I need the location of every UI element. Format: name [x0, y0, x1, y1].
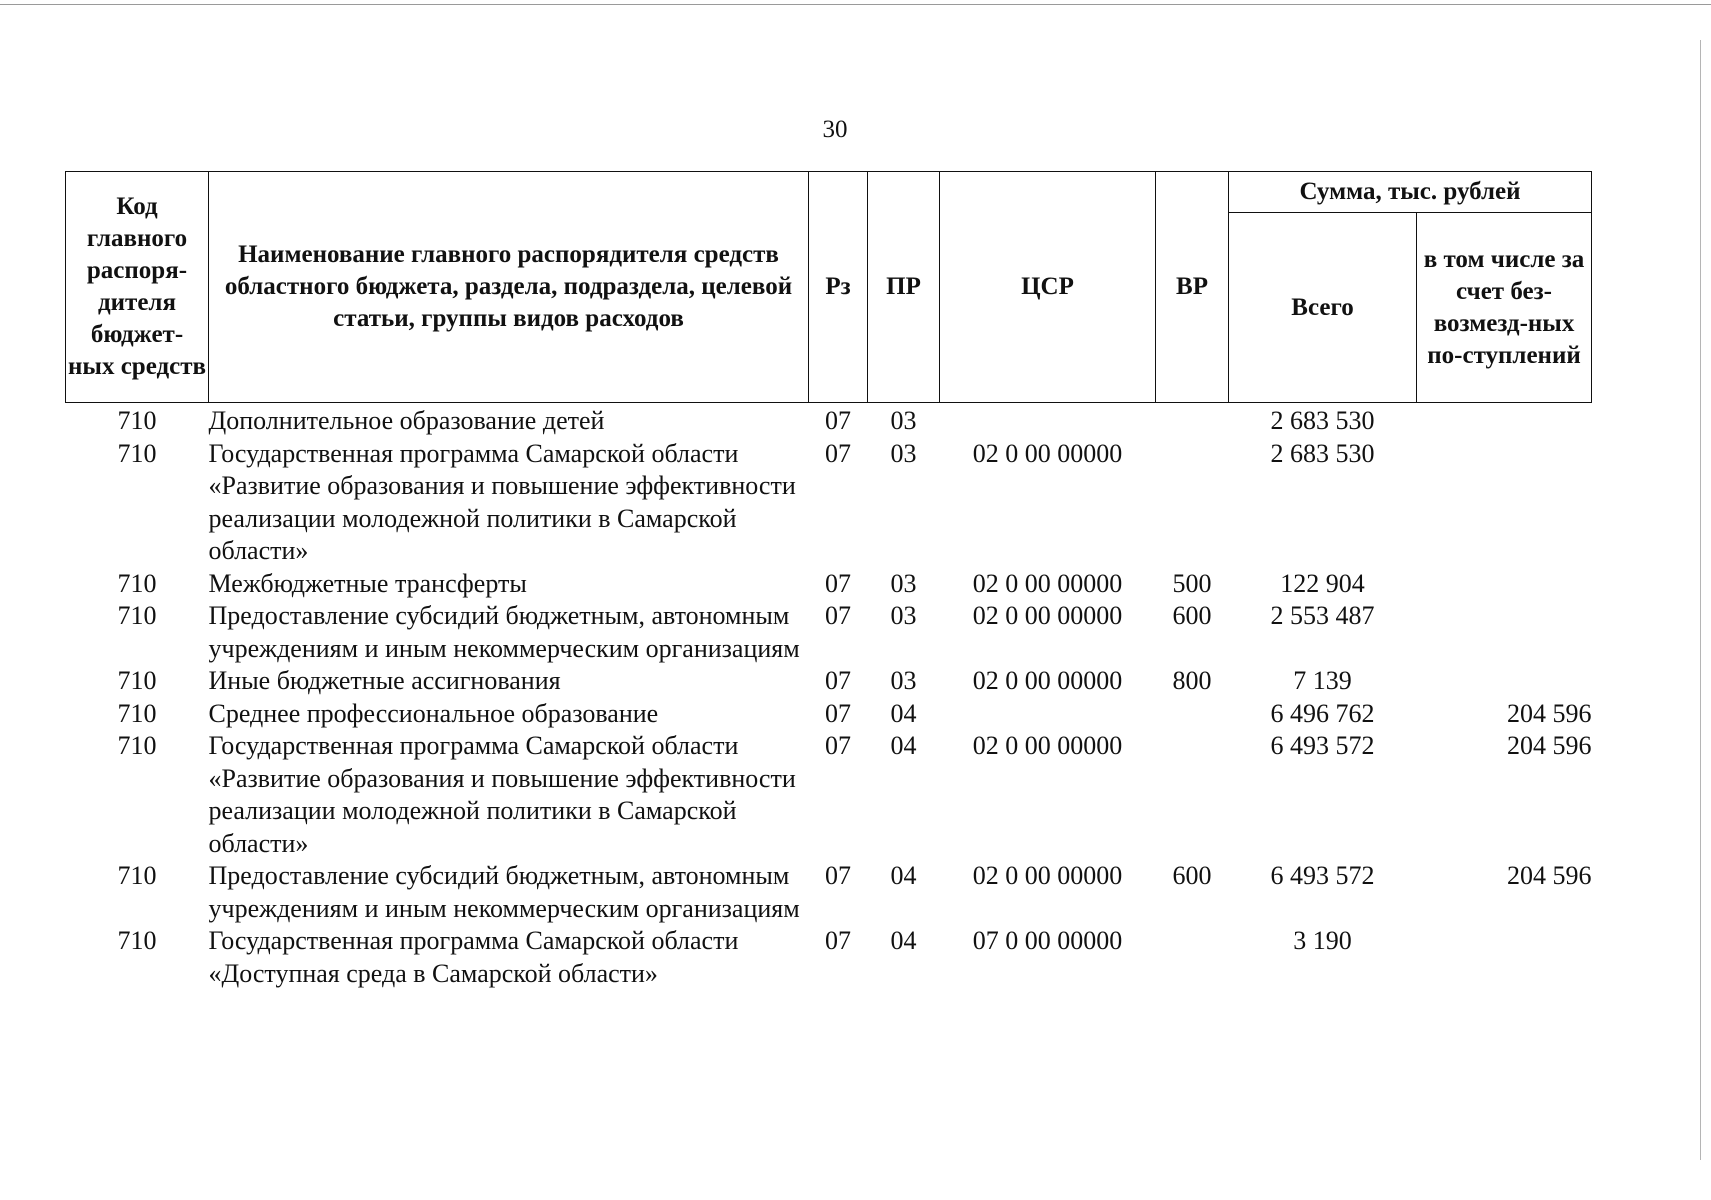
cell-vr: 500: [1172, 568, 1212, 598]
page-number: 30: [822, 116, 848, 143]
header-rz: Рз: [809, 172, 868, 403]
cell-name: Межбюджетные трансферты: [208, 568, 527, 598]
cell-rz: 07: [825, 568, 851, 598]
cell-free: [1417, 665, 1592, 698]
cell-total: 3 190: [1293, 926, 1352, 955]
cell-csr: [940, 698, 1156, 731]
cell-pr: 03: [890, 568, 917, 598]
table-row: [66, 403, 1592, 438]
cell-rz: 07: [825, 698, 851, 728]
cell-vr: [1156, 698, 1229, 731]
cell-total: 6 493 572: [1270, 861, 1375, 890]
scan-edge-top: [0, 4, 1711, 5]
cell-name: Государственная программа Самарской области «Развитие образования и повышение эффективности реализации молодежной политики в Самарской области»: [208, 731, 796, 858]
header-csr: ЦСР: [940, 172, 1156, 403]
cell-code: 710: [117, 406, 157, 435]
cell-name: Предоставление субсидий бюджетным, автономным учреждениям и иным некоммерческим организациям: [208, 861, 800, 923]
cell-total: 122 904: [1280, 568, 1365, 598]
table-row: [66, 600, 1592, 665]
cell-rz: 07: [825, 666, 851, 695]
cell-pr: 03: [890, 406, 917, 435]
cell-total: 2 683 530: [1270, 406, 1375, 435]
cell-csr: 02 0 00 00000: [972, 861, 1123, 890]
cell-csr: 07 0 00 00000: [972, 926, 1123, 955]
cell-rz: 07: [825, 438, 851, 468]
cell-pr: 04: [890, 926, 917, 955]
cell-pr: 03: [890, 601, 917, 630]
table-row: [66, 730, 1592, 860]
header-pr: ПР: [868, 172, 940, 403]
cell-total: 2 553 487: [1270, 601, 1375, 630]
cell-total: 6 496 762: [1270, 698, 1375, 728]
cell-vr: [1156, 730, 1229, 860]
cell-free: 204 596: [1507, 731, 1592, 760]
cell-total: 2 683 530: [1270, 438, 1375, 468]
cell-code: 710: [117, 568, 157, 598]
table-row: [66, 665, 1592, 698]
header-free: в том числе за счет без-возмезд-ных по-ступлений: [1417, 213, 1592, 403]
cell-pr: 04: [890, 861, 917, 890]
cell-name: Предоставление субсидий бюджетным, автономным учреждениям и иным некоммерческим организациям: [208, 601, 800, 663]
cell-name: Среднее профессиональное образование: [208, 698, 659, 728]
cell-name: Государственная программа Самарской области «Развитие образования и повышение эффективности реализации молодежной политики в Самарской области»: [208, 438, 796, 565]
cell-csr: 02 0 00 00000: [972, 601, 1123, 630]
cell-total: 6 493 572: [1270, 731, 1375, 760]
table-row: [66, 698, 1592, 731]
cell-code: 710: [117, 861, 157, 890]
cell-pr: 03: [890, 438, 917, 468]
budget-table: [65, 171, 1592, 990]
header-name: Наименование главного распорядителя средств областного бюджета, раздела, подраздела, целевой статьи, группы видов расходов: [209, 172, 809, 403]
cell-free: [1417, 438, 1592, 568]
cell-rz: 07: [825, 926, 851, 955]
header-code: Код главного распоря-дителя бюджет-ных средств: [66, 172, 209, 403]
cell-pr: 04: [890, 698, 917, 728]
cell-vr: [1156, 403, 1229, 438]
table-body: [66, 403, 1592, 991]
cell-vr: [1156, 438, 1229, 568]
cell-code: 710: [117, 666, 157, 695]
cell-vr: 600: [1172, 601, 1212, 630]
cell-rz: 07: [825, 861, 851, 890]
cell-code: 710: [117, 438, 157, 468]
cell-name: Дополнительное образование детей: [208, 406, 605, 435]
cell-csr: 02 0 00 00000: [972, 568, 1123, 598]
cell-rz: 07: [825, 601, 851, 630]
cell-name: Иные бюджетные ассигнования: [208, 666, 561, 695]
table-row: [66, 860, 1592, 925]
cell-name: Государственная программа Самарской области «Доступная среда в Самарской области»: [208, 926, 739, 988]
cell-free: [1417, 403, 1592, 438]
cell-csr: 02 0 00 00000: [972, 731, 1123, 760]
cell-free: [1417, 600, 1592, 665]
cell-free: [1417, 568, 1592, 601]
cell-total: 7 139: [1293, 666, 1352, 695]
scan-edge-right: [1700, 40, 1701, 1160]
cell-code: 710: [117, 601, 157, 630]
cell-pr: 03: [890, 666, 917, 695]
cell-csr: 02 0 00 00000: [972, 666, 1123, 695]
cell-free: 204 596: [1507, 698, 1592, 728]
table-row: [66, 925, 1592, 990]
cell-csr: 02 0 00 00000: [972, 438, 1123, 468]
cell-free: [1417, 925, 1592, 990]
table-row: [66, 438, 1592, 568]
table-header: [66, 172, 1592, 403]
header-total: Всего: [1229, 213, 1417, 403]
cell-rz: 07: [825, 406, 851, 435]
cell-free: 204 596: [1507, 861, 1592, 890]
cell-code: 710: [117, 926, 157, 955]
cell-pr: 04: [890, 731, 917, 760]
cell-csr: [940, 403, 1156, 438]
cell-code: 710: [117, 731, 157, 760]
cell-rz: 07: [825, 731, 851, 760]
header-sum: Сумма, тыс. рублей: [1229, 172, 1592, 213]
cell-vr: 800: [1172, 666, 1212, 695]
cell-vr: [1156, 925, 1229, 990]
cell-code: 710: [117, 698, 157, 728]
header-vr: ВР: [1156, 172, 1229, 403]
table-row: [66, 568, 1592, 601]
cell-vr: 600: [1172, 861, 1212, 890]
